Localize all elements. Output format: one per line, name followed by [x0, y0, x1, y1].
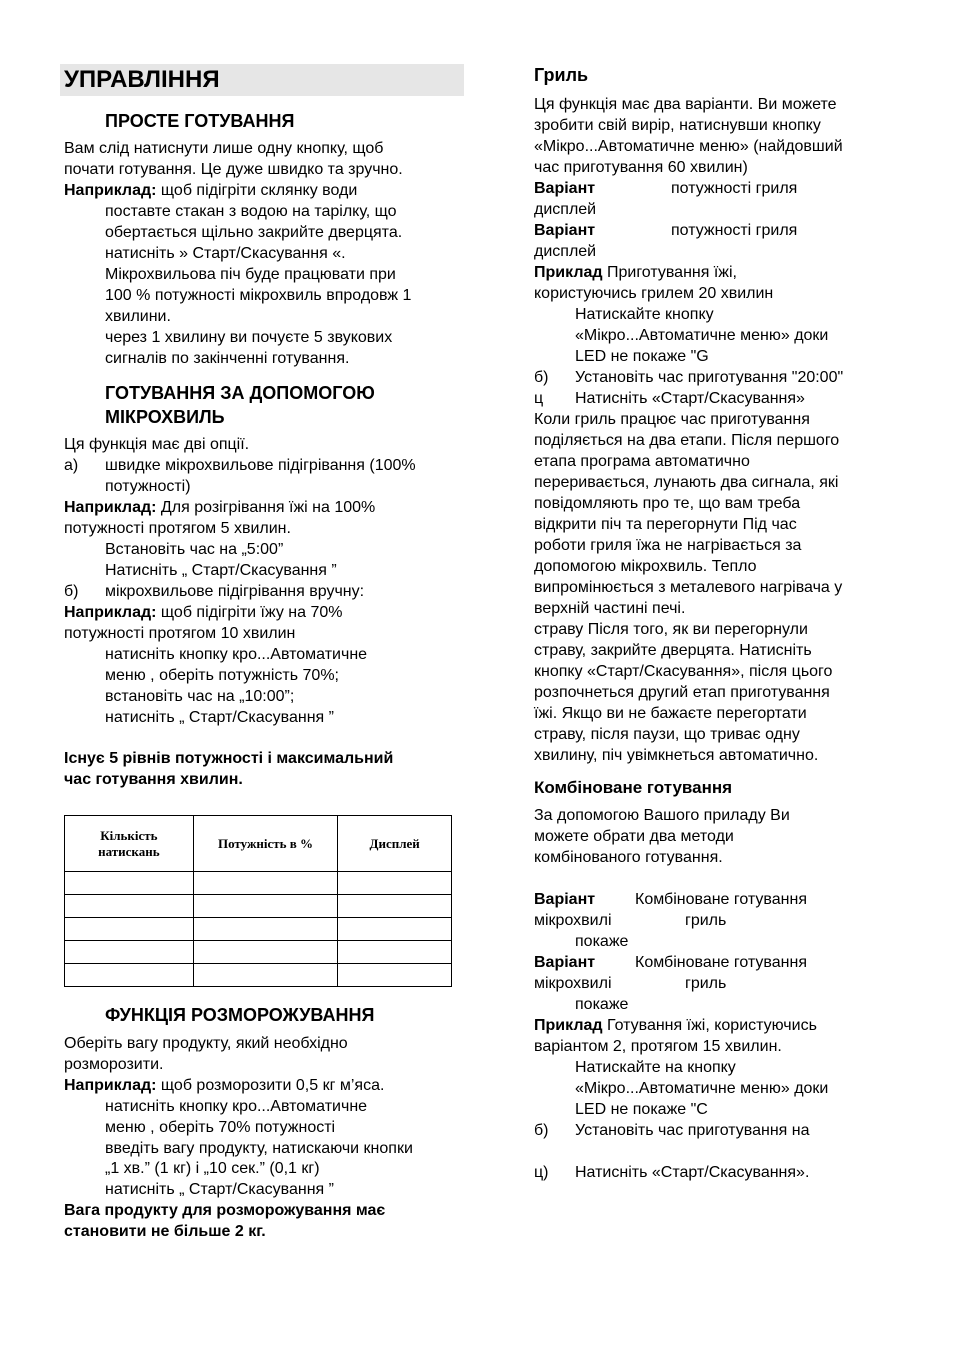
- example-1-text: Для розігрівання їжі на 100%: [156, 499, 376, 516]
- grill-variant-1-text: потужності гриля: [671, 180, 798, 197]
- combo-variant-2-shows: покаже: [575, 996, 629, 1013]
- microwave-heading-1: ГОТУВАННЯ ЗА ДОПОМОГОЮ: [105, 383, 375, 403]
- table-cell: [193, 941, 338, 964]
- option-a-text: швидке мікрохвильове підігрівання (100%: [105, 457, 416, 474]
- list-marker-b: б): [534, 369, 549, 386]
- list-marker-b: б): [534, 1122, 549, 1139]
- grill-body-line: повідомляють про те, що вам треба: [534, 495, 801, 512]
- simple-step: натисніть » Старт/Скасування «.: [105, 245, 346, 262]
- table-cell: [65, 872, 194, 895]
- table-cell: [65, 941, 194, 964]
- grill-body-line: етапа програма автоматично: [534, 453, 750, 470]
- grill-step-c: Натисніть «Старт/Скасування»: [575, 390, 805, 407]
- table-cell: [338, 918, 452, 941]
- defrost-example-text: щоб розморозити 0,5 кг м’яса.: [156, 1077, 385, 1094]
- defrost-warning-2: становити не більше 2 кг.: [64, 1223, 266, 1240]
- table-row: [65, 918, 452, 941]
- combo-heading: Комбіноване готування: [534, 778, 733, 797]
- combo-step-b: Установіть час приготування на: [575, 1122, 810, 1139]
- combo-example-label: Приклад: [534, 1017, 603, 1034]
- simple-step: поставте стакан з водою на тарілку, що: [105, 203, 397, 220]
- combo-intro: комбінованого готування.: [534, 849, 723, 866]
- option-a-text-2: потужності): [105, 478, 191, 495]
- grill-body-line: допомогою мікрохвиль. Тепло: [534, 558, 757, 575]
- combo-variant-2-text: Комбіноване готування: [635, 954, 807, 971]
- combo-variant-2-microwave: мікрохвилі: [534, 975, 612, 992]
- combo-variant-1-microwave: мікрохвилі: [534, 912, 612, 929]
- table-cell: [193, 872, 338, 895]
- defrost-example: [64, 1075, 384, 1096]
- simple-step: через 1 хвилину ви почуєте 5 звукових: [105, 329, 393, 346]
- grill-body-line: хвилину, піч увімкнеться автоматично.: [534, 747, 819, 764]
- example-1-label: Наприклад:: [64, 499, 157, 516]
- example-2-line-2: потужності протягом 10 хвилин: [64, 625, 296, 642]
- simple-example-label: Наприклад:: [64, 182, 157, 199]
- section-title: УПРАВЛІННЯ: [64, 66, 220, 93]
- combo-intro: За допомогою Вашого приладу Ви: [534, 807, 790, 824]
- grill-intro: «Мікро...Автоматичне меню» (найдовший: [534, 138, 843, 155]
- grill-example-label: Приклад: [534, 264, 603, 281]
- simple-example-text: щоб підігріти склянку води: [156, 182, 358, 199]
- microwave-intro: Ця функція має дві опції.: [64, 436, 250, 453]
- grill-variant-2-text: потужності гриля: [671, 222, 798, 239]
- simple-cooking-heading: ПРОСТЕ ГОТУВАННЯ: [105, 111, 295, 131]
- combo-variant-2-label: Варіант: [534, 954, 596, 971]
- example-2: [64, 602, 343, 623]
- simple-example: [64, 180, 357, 201]
- table-row: [65, 895, 452, 918]
- combo-intro: можете обрати два методи: [534, 828, 734, 845]
- combo-example-text: Готування їжі, користуючись: [602, 1017, 817, 1034]
- defrost-step: натисніть кнопку кро...Автоматичне: [105, 1098, 368, 1115]
- table-cell: [338, 964, 452, 987]
- defrost-line-1: Оберіть вагу продукту, який необхідно: [64, 1035, 348, 1052]
- grill-body-line: Коли гриль працює час приготування: [534, 411, 810, 428]
- list-marker-a: а): [64, 457, 79, 474]
- microwave-heading-2: МІКРОХВИЛЬ: [105, 407, 225, 427]
- combo-example-step: Натискайте на кнопку: [575, 1059, 736, 1076]
- defrost-line-2: розморозити.: [64, 1056, 164, 1073]
- combo-variant-1-label: Варіант: [534, 891, 596, 908]
- grill-body-line: їжі. Якщо ви не бажаєте перегортати: [534, 705, 807, 722]
- grill-variant-1-display: дисплей: [534, 201, 597, 218]
- example-1-step-2: Натисніть „ Старт/Скасування ”: [105, 562, 337, 579]
- defrost-step: меню , оберіть 70% потужності: [105, 1119, 336, 1136]
- combo-variant-1-grill: гриль: [685, 912, 727, 929]
- grill-step-b: Установіть час приготування "20:00": [575, 369, 844, 386]
- grill-example-line-2: користуючись грилем 20 хвилин: [534, 285, 774, 302]
- defrost-step: введіть вагу продукту, натискаючи кнопки: [105, 1140, 413, 1157]
- grill-variant-2-label: Варіант: [534, 222, 596, 239]
- grill-body-line: випромінюється з металевого нагрівача у: [534, 579, 843, 596]
- table-row: [65, 941, 452, 964]
- grill-body-line: розпочнеться другий етап приготування: [534, 684, 830, 701]
- list-marker-c: ц: [534, 390, 544, 407]
- table-cell: [338, 872, 452, 895]
- table-header-row: [65, 816, 452, 872]
- combo-example: [534, 1015, 817, 1036]
- example-2-step: натисніть „ Старт/Скасування ”: [105, 709, 334, 726]
- combo-variant-2-grill: гриль: [685, 975, 727, 992]
- table-cell: [338, 895, 452, 918]
- grill-example: [534, 262, 737, 283]
- grill-variant-1-label: Варіант: [534, 180, 596, 197]
- defrost-heading: ФУНКЦІЯ РОЗМОРОЖУВАННЯ: [105, 1005, 375, 1025]
- grill-body-line: страву, закрийте дверцята. Натисніть: [534, 642, 812, 659]
- option-b-text: мікрохвильове підігрівання вручну:: [105, 583, 365, 600]
- table-cell: [193, 895, 338, 918]
- grill-example-text: Приготування їжі,: [602, 264, 737, 281]
- simple-step: 100 % потужності мікрохвиль впродовж 1: [105, 287, 412, 304]
- power-table: [64, 815, 452, 987]
- grill-intro: зробити свій вирір, натиснувши кнопку: [534, 117, 821, 134]
- grill-body-line: переривається, лунають два сигнала, які: [534, 474, 839, 491]
- table-cell: [65, 918, 194, 941]
- combo-step-c: Натисніть «Старт/Скасування».: [575, 1164, 810, 1181]
- list-marker-b: б): [64, 583, 79, 600]
- table-cell: [193, 964, 338, 987]
- grill-body-line: кнопку «Старт/Скасування», після цього: [534, 663, 833, 680]
- table-cell: [65, 895, 194, 918]
- simple-line-1: Вам слід натиснути лише одну кнопку, щоб: [64, 140, 384, 157]
- combo-variant-1-shows: покаже: [575, 933, 629, 950]
- example-2-step: встановіть час на „10:00”;: [105, 688, 295, 705]
- combo-example-step: LED не покаже "C: [575, 1101, 708, 1118]
- example-2-step: натисніть кнопку кро...Автоматичне: [105, 646, 368, 663]
- table-cell: [65, 964, 194, 987]
- defrost-step: натисніть „ Старт/Скасування ”: [105, 1181, 334, 1198]
- example-2-step: меню , оберіть потужність 70%;: [105, 667, 339, 684]
- table-cell: [338, 941, 452, 964]
- combo-example-step: «Мікро...Автоматичне меню» доки: [575, 1080, 829, 1097]
- simple-step: Мікрохвильова піч буде працювати при: [105, 266, 396, 283]
- grill-example-step: «Мікро...Автоматичне меню» доки: [575, 327, 829, 344]
- table-header: Кількість натискань: [65, 816, 194, 872]
- example-1-line-2: потужності протягом 5 хвилин.: [64, 520, 291, 537]
- example-1: [64, 497, 375, 518]
- grill-body-line: страву Після того, як ви перегорнули: [534, 621, 808, 638]
- grill-body-line: роботи гриля їжа не нагрівається за: [534, 537, 802, 554]
- grill-example-step: LED не покаже "G: [575, 348, 709, 365]
- grill-example-step: Натискайте кнопку: [575, 306, 714, 323]
- example-1-step-1: Встановіть час на „5:00”: [105, 541, 284, 558]
- defrost-example-label: Наприклад:: [64, 1077, 157, 1094]
- simple-step: обертається щільно закрийте дверцята.: [105, 224, 403, 241]
- grill-body-line: відкрити піч та перегорнути Під час: [534, 516, 797, 533]
- simple-step: хвилини.: [105, 308, 171, 325]
- grill-intro: Ця функція має два варіанти. Ви можете: [534, 96, 837, 113]
- grill-body-line: верхній частині печі.: [534, 600, 686, 617]
- power-levels-note-1: Існує 5 рівнів потужності і максимальний: [64, 750, 394, 767]
- simple-step: сигналів по закінченні готування.: [105, 350, 350, 367]
- table-header: Дисплей: [338, 816, 452, 872]
- table-cell: [193, 918, 338, 941]
- grill-body-line: страву, після паузи, що триває одну: [534, 726, 800, 743]
- example-2-text: щоб підігріти їжу на 70%: [156, 604, 343, 621]
- defrost-warning-1: Вага продукту для розморожування має: [64, 1202, 386, 1219]
- combo-variant-1-text: Комбіноване готування: [635, 891, 807, 908]
- list-marker-c: ц): [534, 1164, 549, 1181]
- grill-heading: Гриль: [534, 65, 589, 85]
- defrost-step: „1 хв.” (1 кг) і „10 сек.” (0,1 кг): [105, 1160, 320, 1177]
- table-row: [65, 872, 452, 895]
- combo-example-line-2: варіантом 2, протягом 15 хвилин.: [534, 1038, 782, 1055]
- simple-line-2: почати готування. Це дуже швидко та зручно.: [64, 161, 403, 178]
- grill-body-line: поділяється на два етапи. Після першого: [534, 432, 840, 449]
- grill-intro: час приготування 60 хвилин): [534, 159, 748, 176]
- table-row: [65, 964, 452, 987]
- table-header: Потужність в %: [193, 816, 338, 872]
- example-2-label: Наприклад:: [64, 604, 157, 621]
- grill-variant-2-display: дисплей: [534, 243, 597, 260]
- power-levels-note-2: час готування хвилин.: [64, 771, 243, 788]
